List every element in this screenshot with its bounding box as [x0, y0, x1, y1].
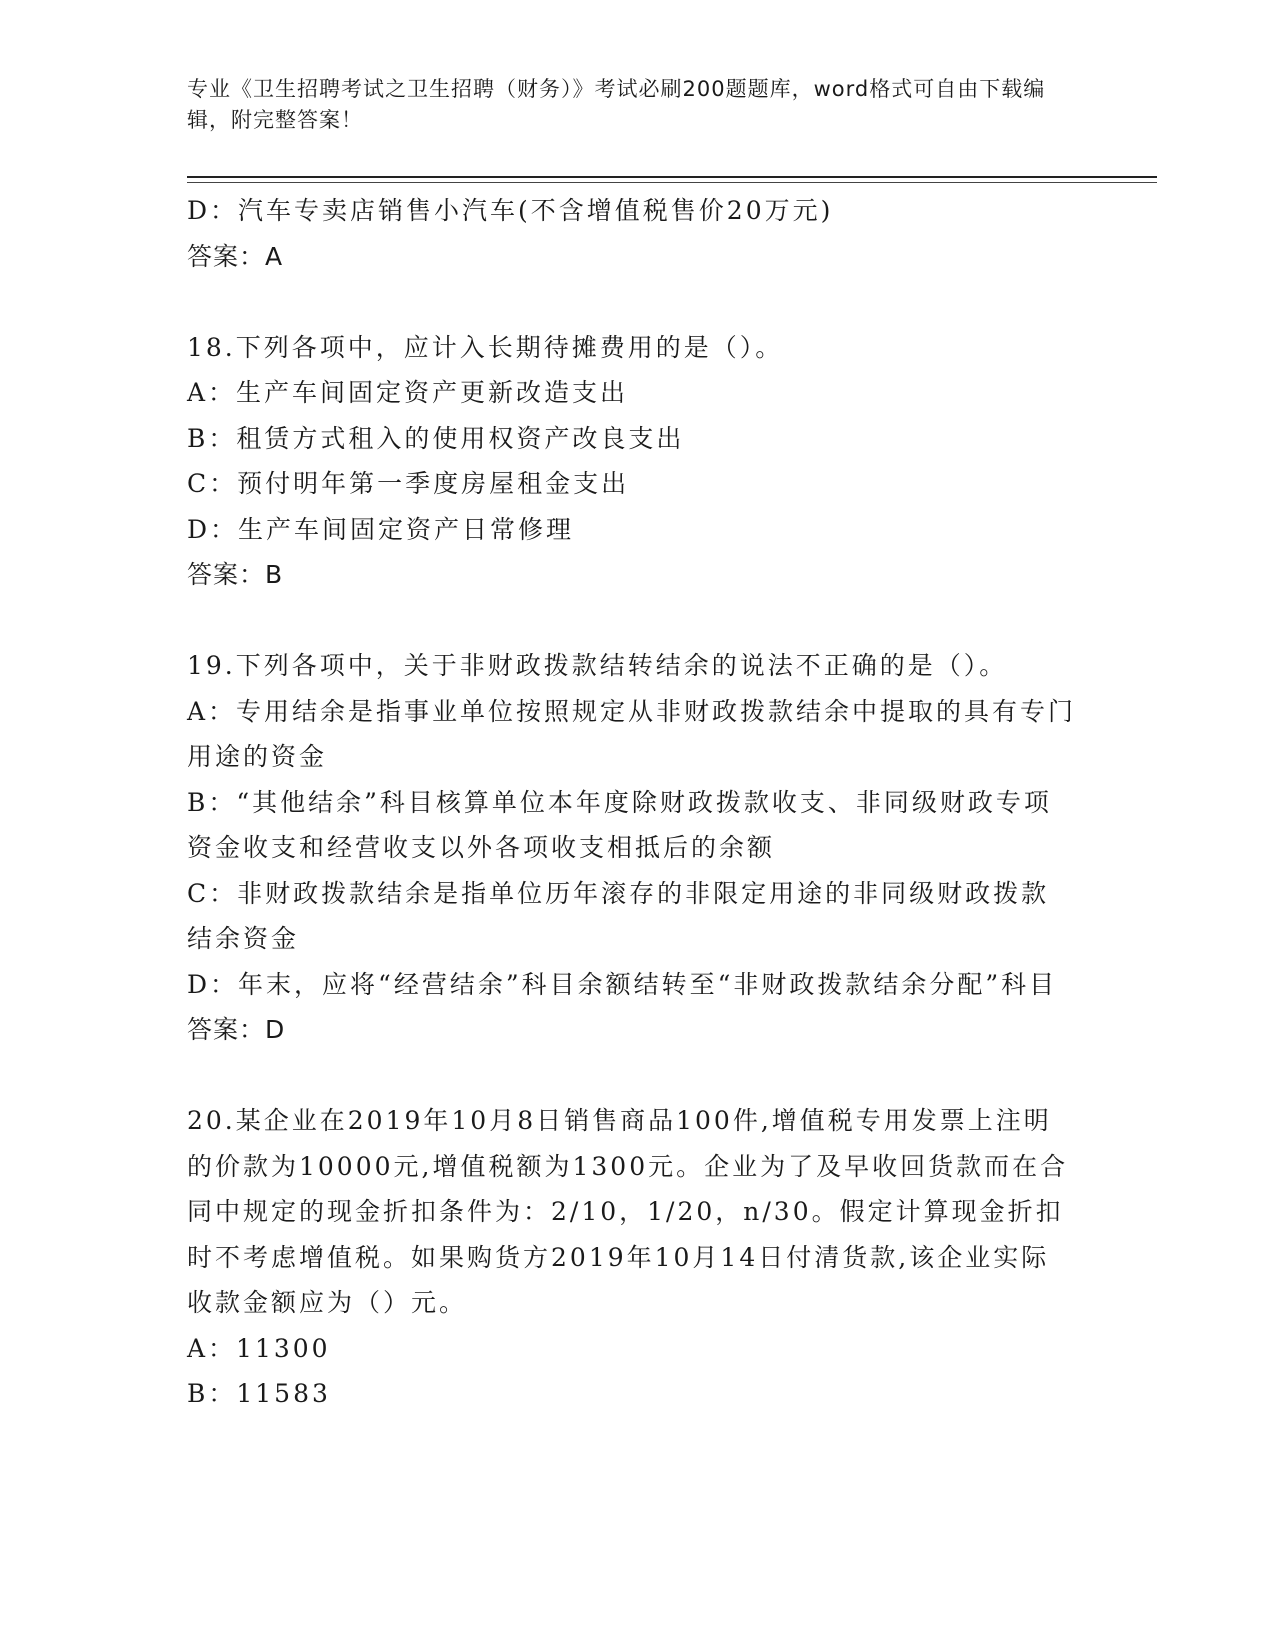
question-18-option-b: B：租赁方式租入的使用权资产改良支出 [187, 423, 685, 453]
header-divider [187, 176, 1157, 178]
question-19-answer: 答案：D [187, 1015, 286, 1044]
spacer [187, 1053, 1077, 1099]
question-18-option-d: D：生产车间固定资产日常修理 [187, 514, 575, 544]
prev-answer: 答案：A [187, 241, 284, 271]
question-19-option-d: D：年末，应将“经营结余”科目余额结转至“非财政拨款结余分配”科目 [187, 969, 1058, 999]
question-19-option-a: A：专用结余是指事业单位按照规定从非财政拨款结余中提取的具有专门用途的资金 [187, 696, 1077, 771]
question-18-option-a: A：生产车间固定资产更新改造支出 [187, 378, 629, 407]
spacer [187, 598, 1077, 644]
question-20-stem: 20.某企业在2019年10月8日销售商品100件,增值税专用发票上注明的价款为10000元,增值税额为1300元。企业为了及早收回货款而在合同中规定的现金折扣条件为：2/10，1/20，n/30。假定计算现金折扣时不考虑增值税。如果购货方2019年10月14日付清货款,该企业实际收款金额应为（）元。 [187, 1106, 1069, 1317]
question-18-answer: 答案：B [187, 560, 284, 589]
question-19-option-c: C：非财政拨款结余是指单位历年滚存的非限定用途的非同级财政拨款结余资金 [187, 878, 1050, 953]
question-18-stem: 18.下列各项中，应计入长期待摊费用的是（）。 [187, 332, 784, 362]
spacer [187, 279, 1077, 325]
question-20-option-b: B：11583 [187, 1379, 331, 1408]
question-content [187, 188, 1077, 1417]
question-19-stem: 19.下列各项中，关于非财政拨款结转结余的说法不正确的是（）。 [187, 651, 1008, 680]
question-20-option-a: A：11300 [187, 1333, 331, 1363]
prev-option-d: D：汽车专卖店销售小汽车(不含增值税售价20万元) [187, 196, 834, 225]
document-header: 专业《卫生招聘考试之卫生招聘（财务）》考试必刷200题题库，word格式可自由下载编辑，附完整答案！ [187, 77, 1046, 132]
question-18-option-c: C：预付明年第一季度房屋租金支出 [187, 469, 630, 498]
question-19-option-b: B：“其他结余”科目核算单位本年度除财政拨款收支、非同级财政专项资金收支和经营收支以外各项收支相抵后的余额 [187, 787, 1052, 862]
header-divider-thin [187, 182, 1157, 183]
